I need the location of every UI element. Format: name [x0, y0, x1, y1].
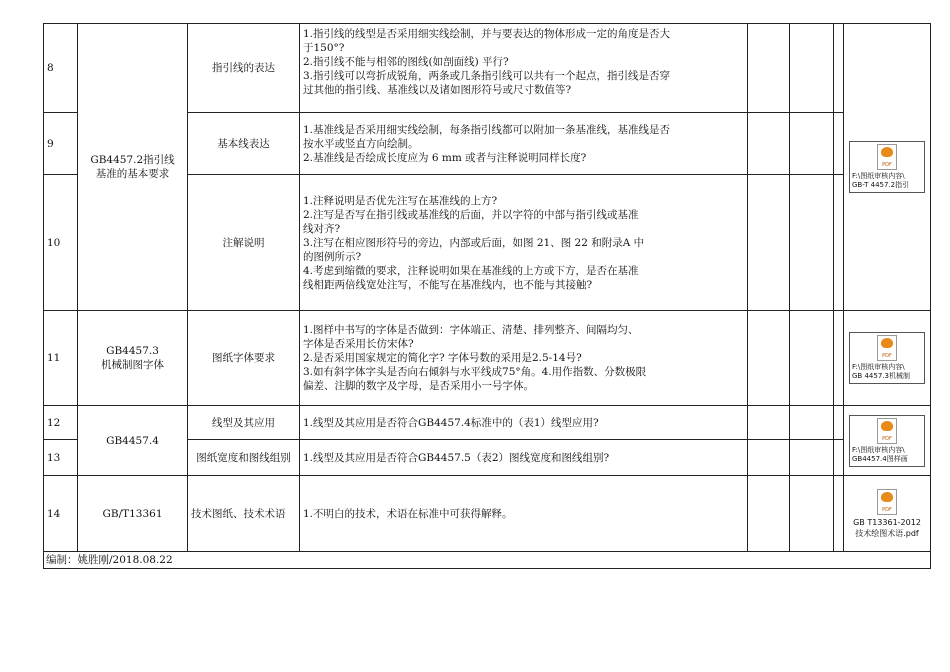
question-line: 2.注写是否写在指引线或基准线的后面，并以字符的中部与指引线或基准: [303, 208, 639, 221]
attachment-pdf-3[interactable]: [847, 415, 927, 467]
attachment-cell: [844, 311, 931, 406]
attachment-label: F:\图纸审核内容\: [852, 363, 905, 371]
question-line: 3.注写在相应图形符号的旁边，内部或后面，如图 21、图 22 和附录A 中: [303, 236, 645, 249]
item-cell: 线型及其应用: [188, 406, 300, 440]
question-line: 1.线型及其应用是否符合GB4457.5（表2）图线宽度和图线组别?: [303, 451, 610, 464]
pdf-icon: [877, 489, 897, 515]
attachment-label: GB-T 4457.2指引: [852, 181, 910, 189]
empty-cell[interactable]: [834, 175, 844, 311]
question-line: 4.考虑到缩微的要求，注释说明如果在基准线的上方或下方，是否在基准: [303, 264, 639, 277]
row-number: 14: [44, 476, 78, 552]
empty-cell[interactable]: [834, 476, 844, 552]
attachment-pdf-1[interactable]: [847, 141, 927, 193]
empty-cell[interactable]: [834, 440, 844, 476]
question-cell: [300, 406, 748, 440]
row-number: 13: [44, 440, 78, 476]
pdf-logo-icon: [881, 147, 893, 157]
empty-cell[interactable]: [748, 440, 790, 476]
question-cell: [300, 113, 748, 175]
empty-cell[interactable]: [748, 406, 790, 440]
empty-cell[interactable]: [748, 311, 790, 406]
attachment-label: GB 4457.3机械制: [852, 372, 910, 380]
empty-cell[interactable]: [748, 175, 790, 311]
standard-line: 机械制图字体: [101, 359, 164, 371]
empty-cell[interactable]: [834, 24, 844, 113]
attachment-cell: [844, 24, 931, 311]
question-line: 1.注释说明是否优先注写在基准线的上方?: [303, 194, 498, 207]
question-line: 2.基准线是否绘成长度应为 6 mm 或者与注释说明同样长度?: [303, 151, 587, 164]
question-cell: [300, 440, 748, 476]
empty-cell[interactable]: [790, 311, 834, 406]
question-line: 3.如有斜字体字头是否向右倾斜与水平线成75°角。4.用作指数、分数极限: [303, 366, 647, 378]
table-row: [44, 406, 931, 440]
row-number: 12: [44, 406, 78, 440]
item-cell: 指引线的表达: [188, 24, 300, 113]
question-line: 于150°?: [303, 42, 345, 54]
question-line: 1.指引线的线型是否采用细实线绘制，并与要表达的物体形成一定的角度是否大: [303, 28, 671, 40]
attachment-pdf-2[interactable]: [847, 332, 927, 384]
attachment-label: GB4457.4图样画: [852, 454, 908, 463]
footer-row: [44, 552, 931, 569]
question-line: 1.不明白的技术，术语在标准中可获得解释。: [303, 507, 513, 520]
standard-cell: GB/T13361: [78, 476, 188, 552]
empty-cell[interactable]: [748, 476, 790, 552]
attachment-label: 技术绘图术语.pdf: [855, 528, 919, 538]
empty-cell[interactable]: [834, 406, 844, 440]
question-line: 线相距两倍线宽处注写，不能写在基准线内，也不能与其接触?: [303, 278, 593, 291]
pdf-icon: [877, 144, 897, 170]
standard-line: 基准的基本要求: [95, 168, 170, 180]
question-line: 1.线型及其应用是否符合GB4457.4标准中的（表1）线型应用?: [303, 416, 599, 429]
question-line: 2.指引线不能与相邻的图线(如剖面线) 平行?: [303, 56, 509, 68]
attachment-cell: [844, 406, 931, 476]
question-line: 按水平或竖直方向绘制。: [303, 137, 419, 150]
empty-cell[interactable]: [748, 24, 790, 113]
empty-cell[interactable]: [790, 24, 834, 113]
pdf-icon-text: PDF: [882, 162, 892, 168]
attachment-pdf-4[interactable]: [847, 489, 927, 539]
item-cell: 基本线表达: [188, 113, 300, 175]
table-row: [44, 311, 931, 406]
standard-cell: [78, 24, 188, 311]
question-line: 1.图样中书写的字体是否做到：字体端正、清楚、排列整齐、间隔均匀、: [303, 324, 639, 336]
compiler-note: 编制：姚胜刚/2018.08.22: [44, 552, 931, 569]
question-cell: [300, 311, 748, 406]
empty-cell[interactable]: [748, 113, 790, 175]
empty-cell[interactable]: [790, 476, 834, 552]
attachment-label: F:\图纸审核内容\: [852, 445, 905, 454]
pdf-icon-text: PDF: [882, 353, 892, 359]
item-cell: 技术图纸、技术术语: [188, 476, 300, 552]
question-line: 的图例所示?: [303, 250, 362, 263]
question-line: 2.是否采用国家规定的简化字? 字体号数的采用是2.5-14号?: [303, 352, 582, 364]
empty-cell[interactable]: [790, 406, 834, 440]
empty-cell[interactable]: [790, 440, 834, 476]
pdf-logo-icon: [881, 492, 893, 502]
question-line: 线对齐?: [303, 222, 341, 235]
row-number: 11: [44, 311, 78, 406]
empty-cell[interactable]: [834, 311, 844, 406]
attachment-label: F:\图纸审核内容\: [852, 172, 905, 180]
attachment-label: GB T13361-2012: [853, 517, 921, 527]
pdf-icon-text: PDF: [882, 506, 892, 513]
empty-cell[interactable]: [790, 175, 834, 311]
question-cell: [300, 175, 748, 311]
row-number: 8: [44, 24, 78, 113]
row-number: 9: [44, 113, 78, 175]
question-cell: [300, 476, 748, 552]
question-line: 3.指引线可以弯折成锐角，两条或几条指引线可以共有一个起点，指引线是否穿: [303, 70, 671, 82]
pdf-icon: [877, 418, 897, 444]
pdf-icon: [877, 335, 897, 361]
review-checklist-table: [43, 23, 931, 569]
standard-cell: [78, 311, 188, 406]
question-line: 字体是否采用长仿宋体?: [303, 338, 414, 350]
item-cell: 图纸字体要求: [188, 311, 300, 406]
item-cell: 图纸宽度和图线组别: [188, 440, 300, 476]
row-number: 10: [44, 175, 78, 311]
table-row: [44, 24, 931, 113]
empty-cell[interactable]: [834, 113, 844, 175]
standard-line: GB4457.2指引线: [90, 154, 175, 166]
standard-line: GB4457.3: [106, 345, 159, 357]
empty-cell[interactable]: [790, 113, 834, 175]
table-row: [44, 476, 931, 552]
pdf-logo-icon: [881, 421, 893, 431]
question-line: 1.基准线是否采用细实线绘制，每条指引线都可以附加一条基准线，基准线是否: [303, 123, 671, 136]
standard-cell: GB4457.4: [78, 406, 188, 476]
question-line: 偏差、注脚的数字及字母，是否采用小一号字体。: [303, 380, 534, 392]
question-line: 过其他的指引线、基准线以及诸如图形符号或尺寸数值等?: [303, 84, 572, 96]
question-cell: [300, 24, 748, 113]
pdf-icon-text: PDF: [882, 435, 892, 442]
item-cell: 注解说明: [188, 175, 300, 311]
pdf-logo-icon: [881, 338, 893, 348]
attachment-cell: [844, 476, 931, 552]
